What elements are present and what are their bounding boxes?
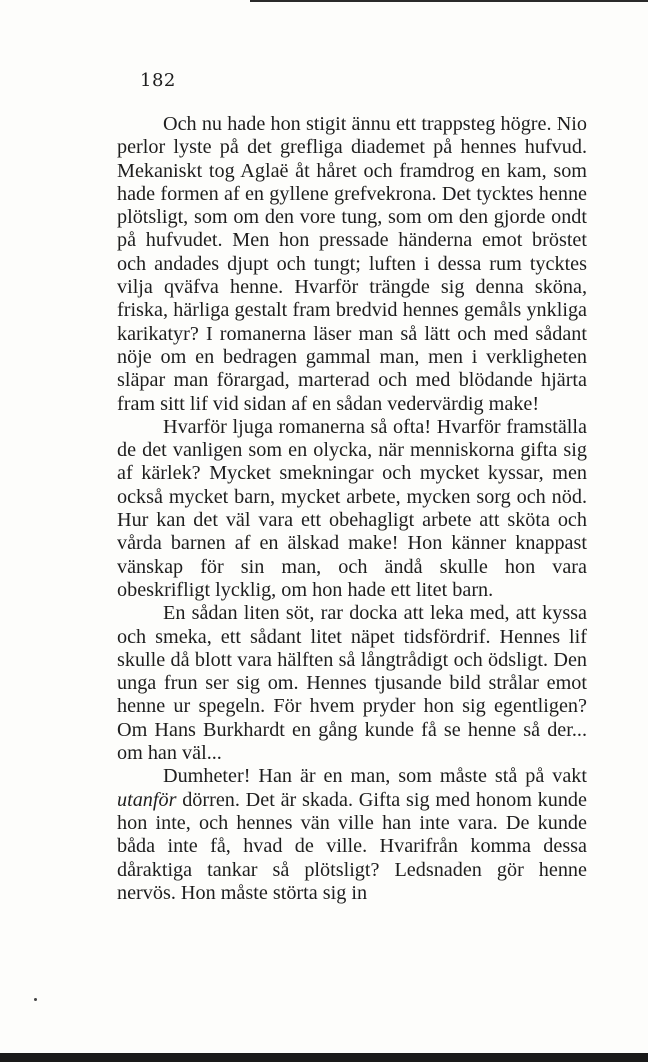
paragraph-4-start: Dumheter! Han är en man, som måste stå på vakt (163, 765, 587, 788)
paragraph-4-end: dörren. Det är skada. Gifta sig med honom kunde hon inte, och hennes vän ville han inte vara. De kunde båda inte få, hvad de ville. Hvarifrån komma dessa dåraktiga tankar så plötsligt? Ledsnaden gör henne nervös. Hon måste störta sig in (117, 788, 587, 904)
top-edge-rule (250, 0, 648, 2)
emphasized-word: utanför (117, 788, 177, 811)
paragraph-1: Och nu hade hon stigit ännu ett trappsteg högre. Nio perlor lyste på det grefliga diademet på hennes hufvud. Mekaniskt tog Aglaë åt håret och framdrog en kam, som hade formen af en gyllene grefvekrona. Det tycktes henne plötsligt, som om den vore tung, som om den gjorde ondt på hufvudet. Men hon pressade händerna emot bröstet och andades djupt och tungt; luften i dessa rum tycktes vilja qväfva henne. Hvarför trängde sig denna sköna, friska, härliga gestalt fram bredvid hennes gemåls ynkliga karikatyr? I romanerna läser man så lätt och med sådant nöje om en bedragen gammal man, men i verkligheten släpar man förargad, marterad och med blödande hjärta fram sitt lif vid sidan af en sådan vedervärdig make! (117, 113, 587, 415)
bottom-edge-rule (0, 1053, 648, 1062)
print-speck (34, 998, 37, 1001)
body-text (117, 113, 587, 905)
page-number: 182 (140, 70, 176, 91)
paragraph-2: Hvarför ljuga romanerna så ofta! Hvarför framställa de det vanligen som en olycka, när menniskorna gifta sig af kärlek? Mycket smekningar och mycket kyssar, men också mycket barn, mycket arbete, mycken sorg och nöd. Hur kan det väl vara ett obehagligt arbete att sköta och vårda barnen af en älskad make! Hon känner knappast vänskap för sin man, och ändå skulle hon vara obeskrifligt lycklig, om hon hade ett litet barn. (117, 415, 587, 601)
paragraph-4 (117, 765, 587, 905)
paragraph-3: En sådan liten söt, rar docka att leka med, att kyssa och smeka, ett sådant litet näpet tidsfördrif. Hennes lif skulle då blott vara hälften så långtrådigt och ödsligt. Den unga frun ser sig om. Hennes tjusande bild strålar emot henne ur spegeln. För hvem pryder hon sig egentligen? Om Hans Burkhardt en gång kunde få se henne så der... om han väl... (117, 602, 587, 765)
